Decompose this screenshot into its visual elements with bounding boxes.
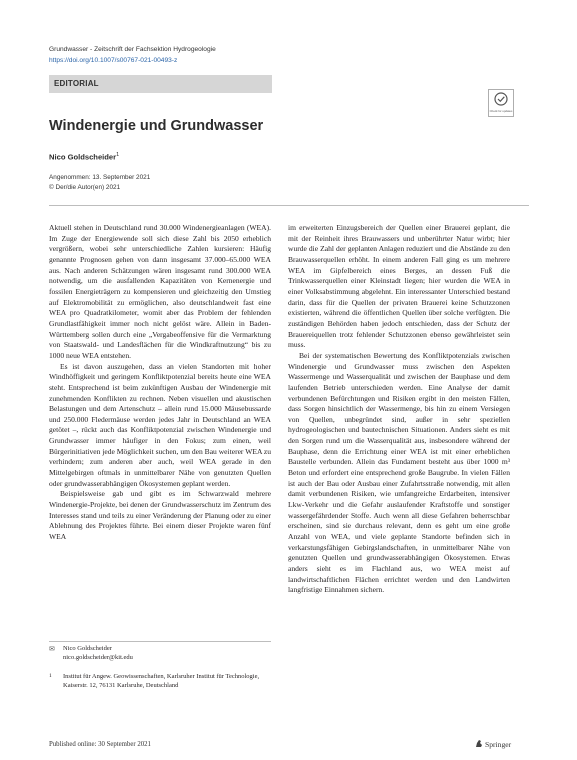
body-column-right [288, 223, 510, 596]
publisher-logo [475, 739, 511, 749]
check-icon [495, 93, 507, 105]
affiliation-number: 1 [49, 673, 52, 679]
journal-name: Grundwasser - Zeitschrift der Fachsektion Hydrogeologie [49, 46, 216, 53]
author-affil-mark: 1 [116, 152, 120, 158]
published-online: Published online: 30 September 2021 [49, 741, 151, 748]
author-line [49, 152, 119, 162]
section-band [49, 75, 272, 93]
corresponding-author-email[interactable]: nico.goldscheider@kit.edu [63, 654, 133, 661]
paragraph: Bei der systematischen Bewertung des Konfliktpotenzials zwischen Windenergie und Grundwasser muss zwischen den Aspekten Wassermenge und Wasserqualität und zwischen der Bauphase und dem laufenden Betrieb unterschieden werden. Eine Analyse der damit verbundenen Befürchtungen und Risiken ergibt in den meisten Fällen, dass Sorgen hinsichtlich der Wassermenge, bis hin zu einem Versiegen von Quellen, unbegründet sind, außer in sehr speziellen hydrogeologischen und bautechnischen Situationen. Anders sieht es mit den Sorgen rund um die Wasserqualität aus, insbesondere während der Bauphase, denn die Errichtung einer WEA ist mit einer erheblichen Baustelle verbunden. Allein das Fundament besteht aus über 1000 m³ Beton und erfordert eine entsprechend große Baugrube. In vielen Fällen ist auch der Bau oder Ausbau einer Zufahrtsstraße notwendig, mit allen damit verbundenen Risiken, wie umfangreiche Erdarbeiten, intensiver Lkw-Verkehr und die Gefahr auslaufender Kraftstoffe und sonstiger wassergefährdender Stoffe. Auch wenn all diese Gefahren beherrschbar erscheinen, sind sie durchaus relevant, denn es geht um eine große Anzahl von WEA, und viele geplante Standorte befinden sich in verkarstungsfähigen Gebirgslandschaften, in unmittelbarer Nähe von genutzten Quellen und grundwasserabhängigen Ökosystemen. Etwas anders sieht es im Flachland aus, wo WEA meist auf landwirtschaftlichen Flächen errichtet werden und den Landwirten langfristige Einnahmen sichern. [288, 350, 510, 595]
affiliation-text: Institut für Angew. Geowissenschaften, Karlsruher Institut für Technologie, Kaiserstr. 12, 76131 Karlsruhe, Deutschland [63, 673, 260, 689]
author-name: Nico Goldscheider [49, 152, 117, 162]
article-title: Windenergie und Grundwasser [49, 118, 264, 134]
check-badge-text: Check for updates [489, 109, 513, 113]
mail-icon: ✉ [49, 645, 55, 653]
paragraph: Es ist davon auszugehen, dass an vielen Standorten mit hoher Windhöffigkeit und geringem Konfliktpotenzial bereits heute eine WEA steht. Entsprechend ist beim zukünftigen Ausbau der Windenergie mit zunehmenden Konflikten zu rechnen. Neben visuellen und akustischen Belastungen und dem Artenschutz – allein rund 15.000 Mäusebussarde und 250.000 Fledermäuse werden jedes Jahr in Deutschland an WEA getötet –, rückt auch das Konfliktpotenzial zwischen Windenergie und Grundwasser immer häufiger in den Fokus; zum einen, weil Bürgerinitiativen jede Möglichkeit suchen, um den Bau weiterer WEA zu verhindern; zum anderen aber auch, weil WEA gerade in den Mittelgebirgen oftmals in unmittelbarer Nähe von genutzten Quellen oder grundwasserabhängigen Ökosystemen geplant werden. [49, 361, 271, 488]
footnote-divider [49, 641, 271, 642]
paragraph: Aktuell stehen in Deutschland rund 30.000 Windenergieanlagen (WEA). Im Zuge der Energiewende soll sich diese Zahl bis 2050 erheblich vergrößern, wobei sehr unterschiedliche Zahlen kursieren: Häufig genannte Prognosen gehen von dann insgesamt 37.000–65.000 WEA aus. Nach anderen Schätzungen wären insgesamt rund 300.000 WEA notwendig, um die ausfallenden Kapazitäten von Kernenergie und fossilen Energieträgern zu kompensieren und gleichzeitig den Umstieg auf Elektromobilität zu ermöglichen, also deutschlandweit fast eine WEA pro Quadratkilometer, womit aber das Problem der fehlenden Grundlastfähigkeit immer noch nicht gelöst wäre. Allein in Baden-Württemberg sollen durch eine „Vergabeoffensive für die Vermarktung von Staatswald- und Landesflächen für die Windkraftnutzung“ bis zu 1000 neue WEA entstehen. [49, 223, 271, 360]
paragraph: Beispielsweise gab und gibt es im Schwarzwald mehrere Windenergie-Projekte, bei denen der Grundwasserschutz im Zentrum des Interesses stand und teils zu einer Veränderung der Planung oder zu einer Ablehnung des Projektes führte. Bei einem dieser Projekte waren fünf WEA [49, 489, 271, 542]
section-label: EDITORIAL [54, 79, 99, 88]
header-divider [49, 205, 529, 206]
doi-link[interactable]: https://doi.org/10.1007/s00767-021-00493-z [49, 57, 178, 64]
copyright-line: © Der/die Autor(en) 2021 [49, 184, 121, 191]
paragraph: im erweiterten Einzugsbereich der Quellen einer Brauerei geplant, die mit der Reinheit ihres Brauwassers und unberührter Natur wirbt; hier wurde die Zahl der geplanten Anlagen reduziert und die Abstände zu den Brauwasserquellen erhöht. In einem anderen Fall ging es um mehrere WEA im Gipfelbereich eines Berges, an dessen Fuß die Trinkwasserquellen einer Kleinstadt liegen; hier wurden die WEA in einer Volksabstimmung abgelehnt. Ein interessanter Unterschied bestand darin, dass für die Quellen der privaten Brauerei keine Schutzzonen existierten, während die öffentlichen Quellen über solche verfügten. Die zuständigen Behörden haben jedoch entschieden, dass der Schutz der Brauereiquellen trotz fehlender Schutzzonen ebenso gewährleistet sein muss. [288, 223, 510, 350]
publisher-name: Springer [485, 740, 512, 749]
springer-horse-icon [475, 739, 483, 748]
body-column-left [49, 223, 271, 543]
accepted-date: Angenommen: 13. September 2021 [49, 174, 151, 181]
check-for-updates-badge[interactable] [488, 89, 514, 117]
corresponding-author-name: Nico Goldscheider [63, 645, 112, 652]
